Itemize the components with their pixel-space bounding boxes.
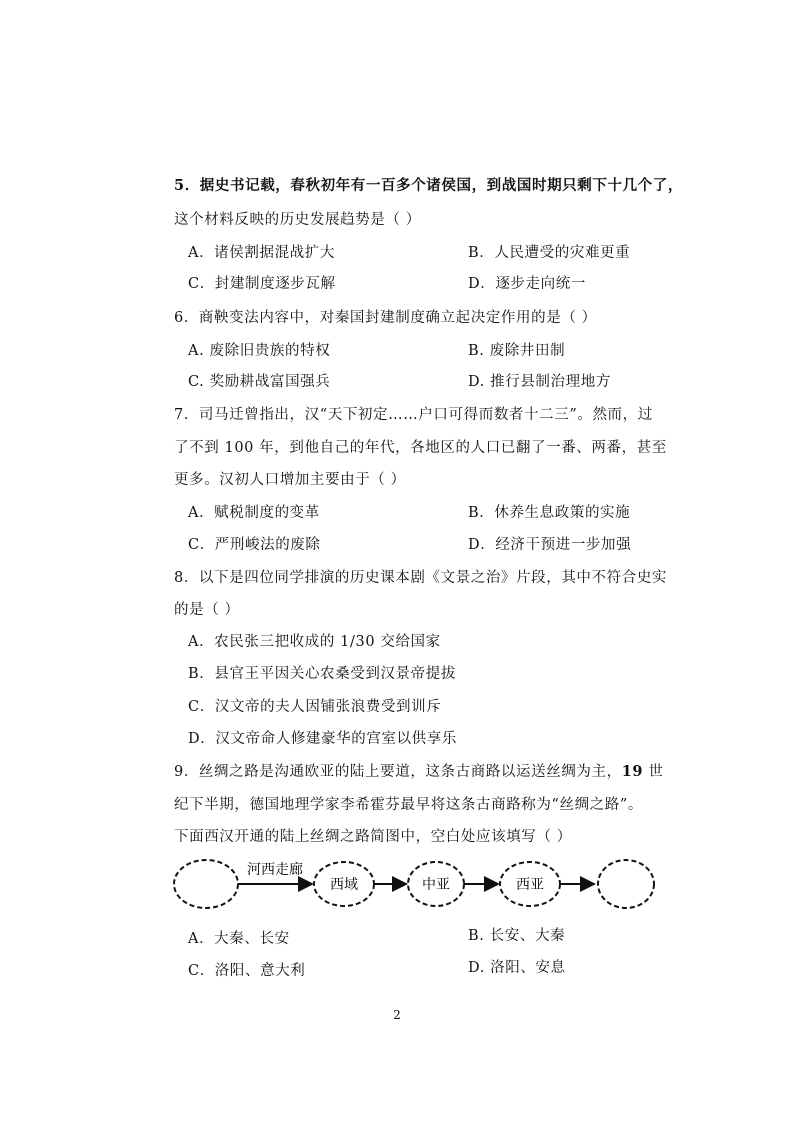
blank-node-start <box>174 860 238 908</box>
q5-stem-line2: 这个材料反映的历史发展趋势是（ ） <box>174 212 421 228</box>
q7-option-c: C．严刑峻法的废除 <box>188 537 321 553</box>
q6-stem-line1: 6．商鞅变法内容中，对秦国封建制度确立起决定作用的是（ ） <box>174 310 597 326</box>
q7-stem-line2: 了不到 100 年，到他自己的年代，各地区的人口已翻了一番、两番，甚至 <box>174 440 667 456</box>
q9-option-c: C．洛阳、意大利 <box>188 963 306 979</box>
q8-option-d: D．汉文帝命人修建豪华的宫室以供享乐 <box>188 731 457 747</box>
q5-stem-line1: 5．据史书记载，春秋初年有一百多个诸侯国，到战国时期只剩下十几个了， <box>174 177 683 194</box>
q9-option-d: D. 洛阳、安息 <box>468 960 566 976</box>
q9-century-number: 19 <box>621 763 644 780</box>
blank-node-end <box>598 860 654 908</box>
q9-stem-line1-post: 世 <box>643 764 664 780</box>
page-number: 2 <box>393 1008 401 1022</box>
q6-option-b: B. 废除井田制 <box>468 343 566 359</box>
q5-option-b: B．人民遭受的灾难更重 <box>468 245 631 261</box>
q9-option-b: B. 长安、大秦 <box>468 928 566 944</box>
q8-option-a: A．农民张三把收成的 1/30 交给国家 <box>188 634 441 650</box>
q9-stem-line1 <box>174 762 663 782</box>
q8-option-b: B．县官王平因关心农桑受到汉景帝提拔 <box>188 666 456 682</box>
node-west-asia-label: 西亚 <box>516 877 544 893</box>
q9-stem-line1-pre: 9．丝绸之路是沟通欧亚的陆上要道，这条古商路以运送丝绸为主， <box>174 764 622 780</box>
q6-option-d: D. 推行县制治理地方 <box>468 374 611 390</box>
q6-option-a: A. 废除旧贵族的特权 <box>188 343 331 359</box>
q7-option-d: D．经济干预进一步加强 <box>468 537 632 553</box>
arrow-label-hexi-corridor: 河西走廊 <box>247 862 303 878</box>
silk-road-diagram <box>168 848 658 920</box>
q7-option-b: B．休养生息政策的实施 <box>468 505 631 521</box>
q6-option-c: C. 奖励耕战富国强兵 <box>188 374 331 390</box>
q7-option-a: A．赋税制度的变革 <box>188 505 320 521</box>
q9-option-a: A．大秦、长安 <box>188 931 290 947</box>
q9-stem-line2: 纪下半期，德国地理学家李希霍芬最早将这条古商路称为“丝绸之路”。 <box>174 797 644 813</box>
node-central-asia-label: 中亚 <box>422 877 450 893</box>
q5-option-a: A．诸侯割据混战扩大 <box>188 245 335 261</box>
q8-option-c: C．汉文帝的夫人因铺张浪费受到训斥 <box>188 699 442 715</box>
q8-stem-line1: 8．以下是四位同学排演的历史课本剧《文景之治》片段，其中不符合史实 <box>174 570 668 586</box>
q9-stem-line3: 下面西汉开通的陆上丝绸之路简图中，空白处应该填写（ ） <box>174 829 572 845</box>
q5-option-d: D．逐步走向统一 <box>468 276 586 292</box>
q7-stem-line3: 更多。汉初人口增加主要由于（ ） <box>174 472 406 488</box>
q8-stem-line2: 的是（ ） <box>174 602 240 618</box>
node-xiyu-label: 西域 <box>330 877 358 893</box>
q5-option-c: C．封建制度逐步瓦解 <box>188 276 336 292</box>
q7-stem-line1: 7．司马迁曾指出，汉“天下初定……户口可得而数者十二三”。然而，过 <box>174 407 653 423</box>
